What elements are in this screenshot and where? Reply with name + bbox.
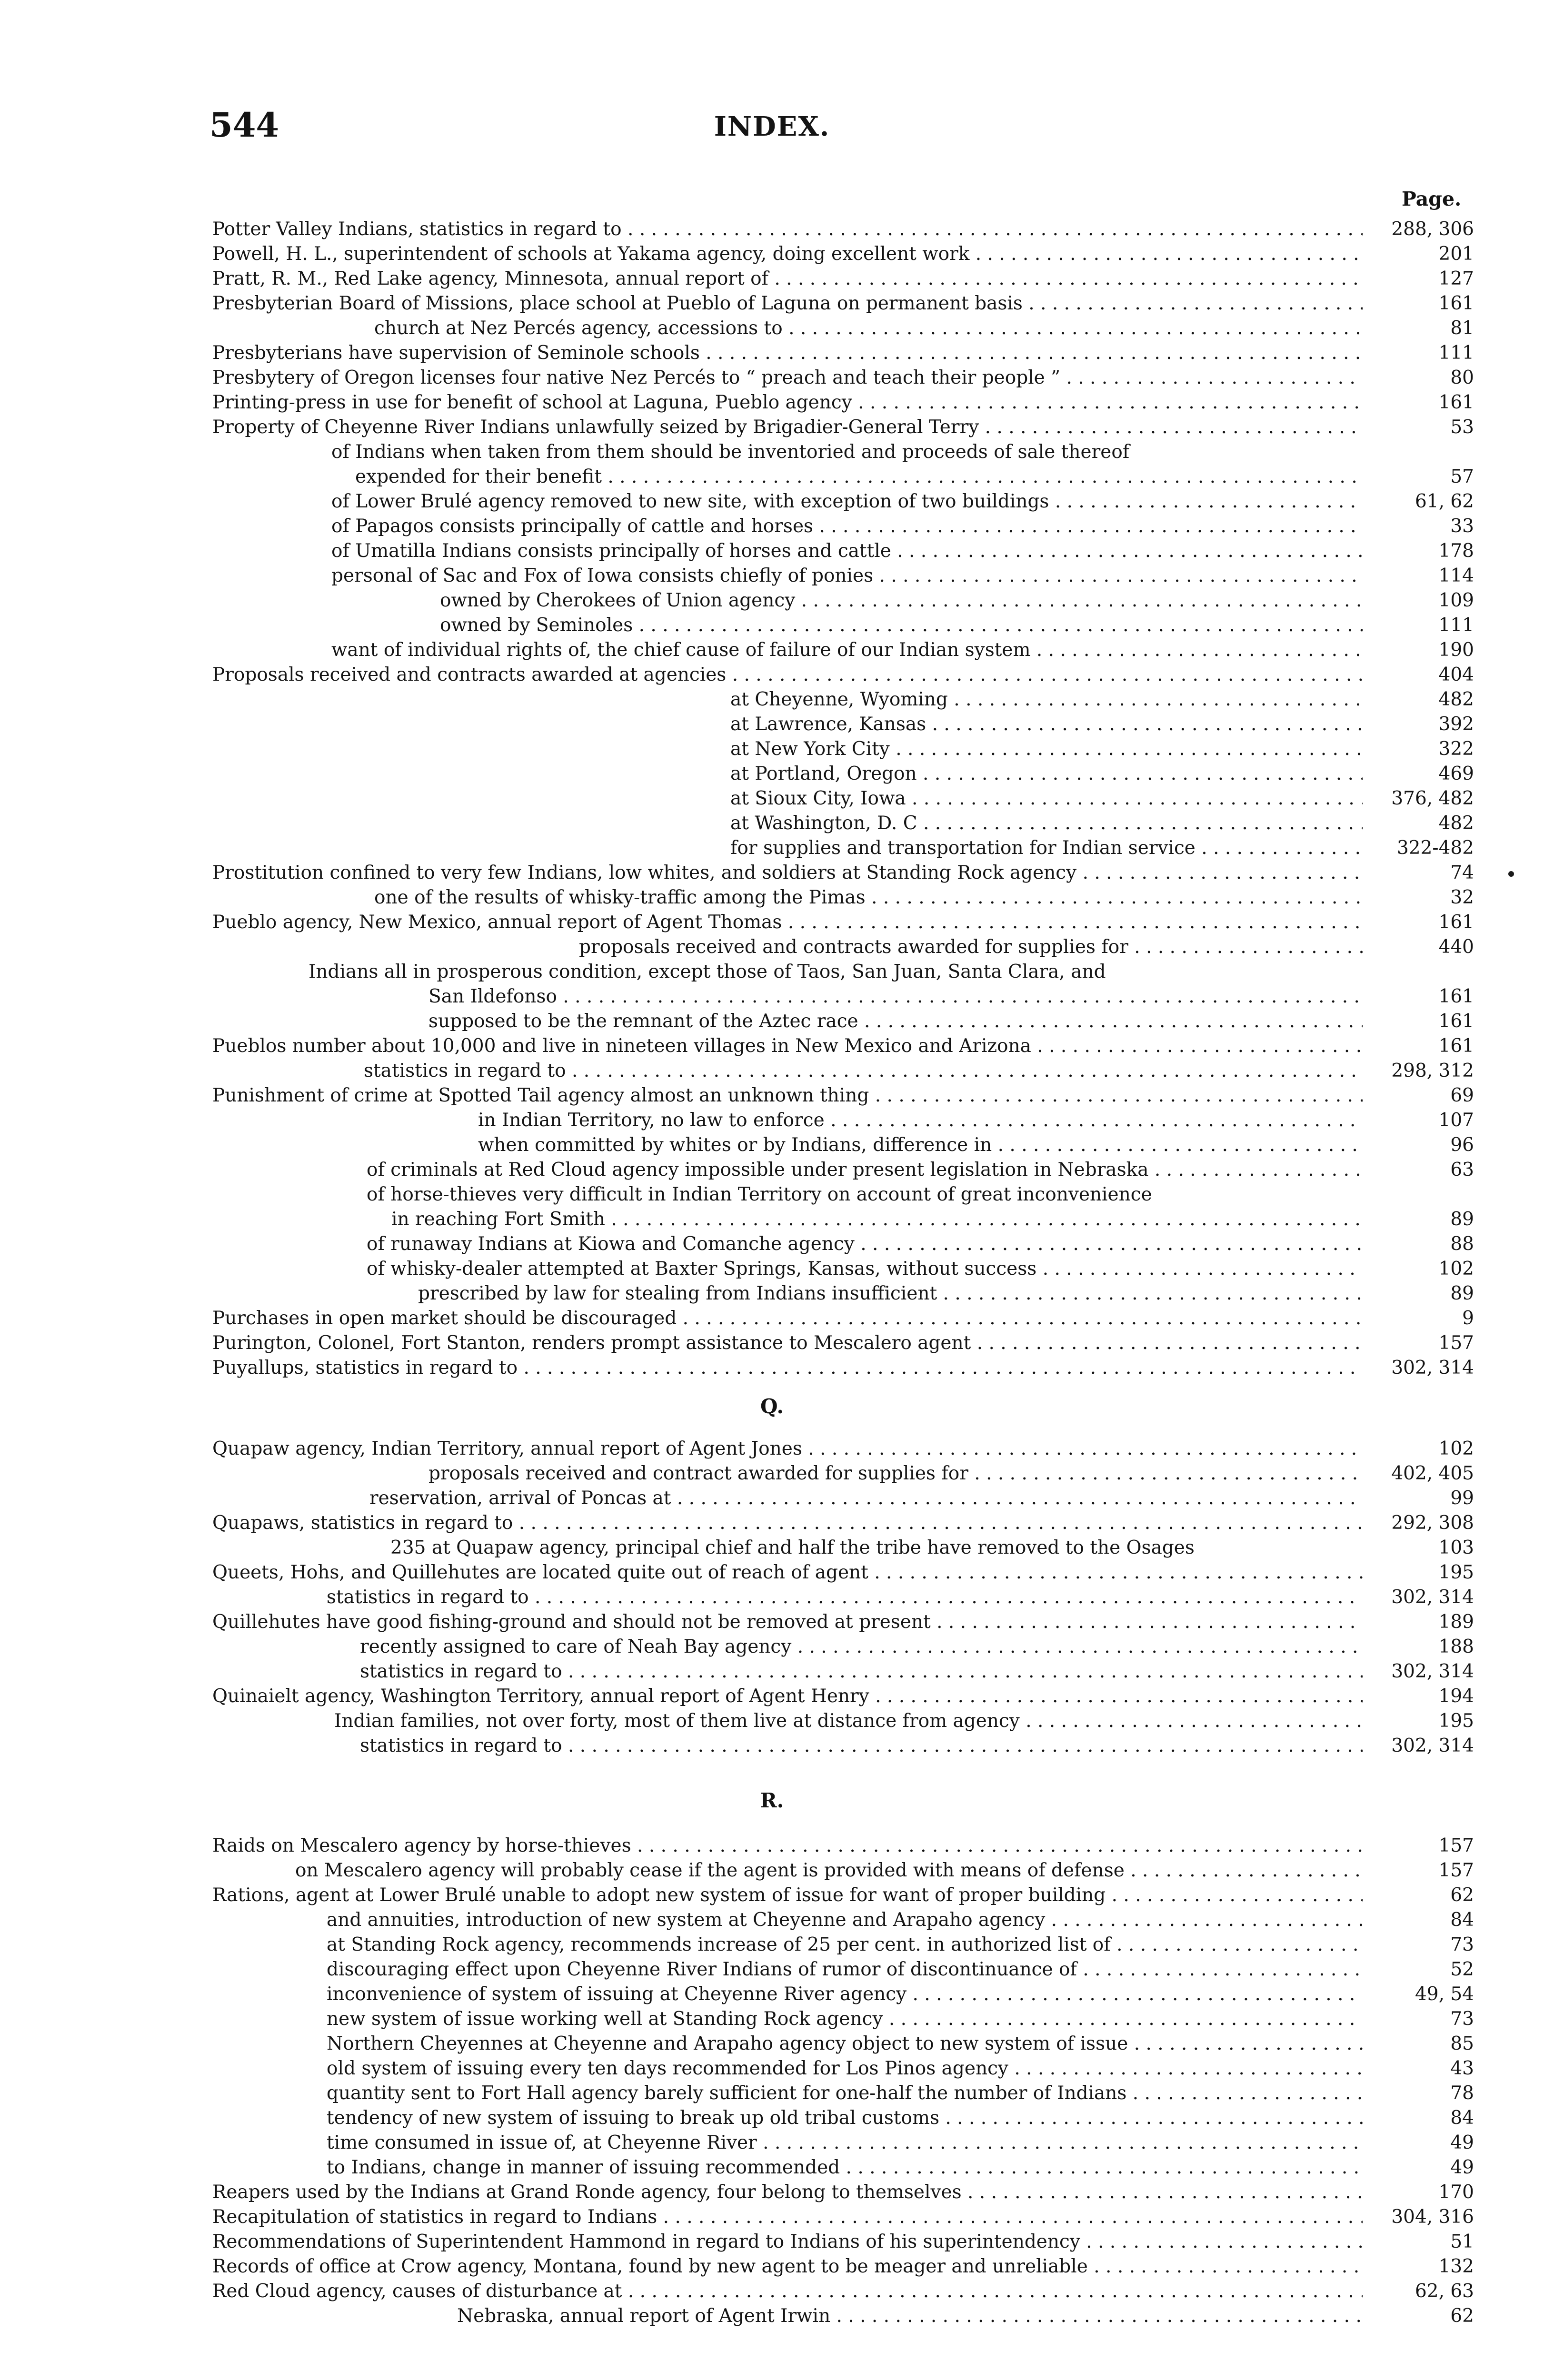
index-subentry: of Papagos consists principally of cattle and horses . . . 33 — [0, 514, 1544, 538]
index-subentry: discouraging effect upon Cheyenne River Indians of rumor of discontinuance of . . . 52 — [0, 1957, 1544, 1982]
index-entry: Pueblos number about 10,000 and live in nineteen villages in New Mexico and Arizona . . . 161 — [0, 1034, 1544, 1058]
index-entry: Pueblo agency, New Mexico, annual report of Agent Thomas . . . 161 — [0, 910, 1544, 934]
index-subentry: statistics in regard to . . . 302, 314 — [0, 1734, 1544, 1758]
index-subentry: Northern Cheyennes at Cheyenne and Arapaho agency object to new system of issue . . . 85 — [0, 2032, 1544, 2056]
index-entry: Queets, Hohs, and Quillehutes are located quite out of reach of agent . . . 195 — [0, 1560, 1544, 1585]
index-entry: Purington, Colonel, Fort Stanton, renders prompt assistance to Mescalero agent . . . 157 — [0, 1331, 1544, 1355]
index-subentry: owned by Cherokees of Union agency . . . 109 — [0, 588, 1544, 613]
page-column-label: Page. — [1402, 188, 1462, 210]
index-subentry: and annuities, introduction of new system at Cheyenne and Arapaho agency . . . 84 — [0, 1908, 1544, 1932]
index-subentry: 235 at Quapaw agency, principal chief and half the tribe have removed to the Osages 103 — [390, 1537, 1474, 1558]
index-subentry: at Portland, Oregon . . . 469 — [0, 762, 1544, 786]
index-subentry: proposals received and contracts awarded for supplies for . . . 440 — [0, 935, 1544, 959]
index-subentry: for supplies and transportation for Indian service . . . 322-482 — [0, 836, 1544, 860]
index-subentry: recently assigned to care of Neah Bay agency . . . 188 — [0, 1635, 1544, 1659]
index-subentry: want of individual rights of, the chief cause of failure of our Indian system . . . 190 — [0, 638, 1544, 662]
index-entry: Reapers used by the Indians at Grand Ronde agency, four belong to themselves . . . 170 — [0, 2180, 1544, 2204]
index-subentry: statistics in regard to . . . 302, 314 — [0, 1659, 1544, 1684]
index-subentry: at Lawrence, Kansas . . . 392 — [0, 712, 1544, 736]
index-subentry: Indian families, not over forty, most of them live at distance from agency . . . 195 — [0, 1709, 1544, 1733]
index-subentry: old system of issuing every ten days recommended for Los Pinos agency . . . 43 — [0, 2056, 1544, 2081]
index-subentry: of whisky-dealer attempted at Baxter Springs, Kansas, without success . . . 102 — [0, 1257, 1544, 1281]
index-subentry: statistics in regard to . . . 298, 312 — [0, 1059, 1544, 1083]
index-subentry: supposed to be the remnant of the Aztec race . . . 161 — [0, 1009, 1544, 1033]
section-heading-q: Q. — [760, 1395, 784, 1418]
index-entry: Purchases in open market should be discouraged . . . 9 — [0, 1306, 1544, 1330]
index-subentry: of Lower Brulé agency removed to new site, with exception of two buildings . . . 61, 62 — [0, 489, 1544, 514]
running-head-title: INDEX. — [714, 111, 830, 142]
index-subentry: Nebraska, annual report of Agent Irwin . . . 62 — [0, 2304, 1544, 2328]
index-subentry: in Indian Territory, no law to enforce . . . 107 — [0, 1108, 1544, 1132]
index-entry: Red Cloud agency, causes of disturbance at . . . 62, 63 — [0, 2279, 1544, 2303]
index-subentry: at Sioux City, Iowa . . . 376, 482 — [0, 786, 1544, 811]
index-subentry: quantity sent to Fort Hall agency barely sufficient for one-half the number of Indians . . . 78 — [0, 2081, 1544, 2105]
index-subentry: time consumed in issue of, at Cheyenne River . . . 49 — [0, 2131, 1544, 2155]
index-entry: Puyallups, statistics in regard to . . . 302, 314 — [0, 1356, 1544, 1380]
page-number: 544 — [209, 105, 279, 145]
index-subentry: reservation, arrival of Poncas at . . . 99 — [0, 1486, 1544, 1510]
index-subentry: prescribed by law for stealing from Indians insufficient . . . 89 — [0, 1281, 1544, 1306]
index-entry: Proposals received and contracts awarded at agencies . . . 404 — [0, 663, 1544, 687]
index-subentry: of runaway Indians at Kiowa and Comanche agency . . . 88 — [0, 1232, 1544, 1256]
section-heading-r: R. — [760, 1789, 784, 1812]
index-entry: Potter Valley Indians, statistics in regard to . . . 288, 306 — [0, 217, 1544, 241]
index-entry: Presbyterians have supervision of Seminole schools . . . 111 — [0, 341, 1544, 365]
index-entry: Quinaielt agency, Washington Territory, annual report of Agent Henry . . . 194 — [0, 1684, 1544, 1708]
index-entry: Quapaw agency, Indian Territory, annual report of Agent Jones . . . 102 — [0, 1437, 1544, 1461]
stray-ink-mark — [1508, 871, 1514, 877]
index-subentry: Indians all in prosperous condition, except those of Taos, San Juan, Santa Clara, and — [309, 961, 1106, 982]
index-subentry: of horse-thieves very difficult in Indian Territory on account of great inconvenience — [367, 1184, 1152, 1205]
index-subentry: inconvenience of system of issuing at Cheyenne River agency . . . 49, 54 — [0, 1982, 1544, 2006]
index-subentry: on Mescalero agency will probably cease if the agent is provided with means of defense . . . 157 — [0, 1858, 1544, 1883]
index-subentry: to Indians, change in manner of issuing recommended . . . 49 — [0, 2155, 1544, 2180]
index-entry: Raids on Mescalero agency by horse-thieves . . . 157 — [0, 1834, 1544, 1858]
index-subentry: in reaching Fort Smith . . . 89 — [0, 1207, 1544, 1231]
index-entry: Rations, agent at Lower Brulé unable to adopt new system of issue for want of proper building . . . 62 — [0, 1883, 1544, 1907]
index-entry: Quapaws, statistics in regard to . . . 292, 308 — [0, 1511, 1544, 1535]
index-subentry: expended for their benefit . . . 57 — [0, 465, 1544, 489]
index-entry: Recapitulation of statistics in regard to Indians . . . 304, 316 — [0, 2205, 1544, 2229]
index-subentry: of Umatilla Indians consists principally of horses and cattle . . . 178 — [0, 539, 1544, 563]
index-entry: Property of Cheyenne River Indians unlawfully seized by Brigadier-General Terry . . . 53 — [0, 415, 1544, 439]
index-entry: Records of office at Crow agency, Montana, found by new agent to be meager and unreliable . . . 132 — [0, 2254, 1544, 2279]
index-subentry: church at Nez Percés agency, accessions to . . . 81 — [0, 316, 1544, 340]
index-entry: Presbytery of Oregon licenses four native Nez Percés to “ preach and teach their people ” . . . 80 — [0, 366, 1544, 390]
index-subentry: new system of issue working well at Standing Rock agency . . . 73 — [0, 2007, 1544, 2031]
index-subentry: owned by Seminoles . . . 111 — [0, 613, 1544, 637]
index-entry: Powell, H. L., superintendent of schools at Yakama agency, doing excellent work . . . 201 — [0, 242, 1544, 266]
index-subentry: of criminals at Red Cloud agency impossible under present legislation in Nebraska . . . 63 — [0, 1158, 1544, 1182]
index-entry: Punishment of crime at Spotted Tail agency almost an unknown thing . . . 69 — [0, 1083, 1544, 1108]
index-subentry: at New York City . . . 322 — [0, 737, 1544, 761]
index-subentry: at Cheyenne, Wyoming . . . 482 — [0, 687, 1544, 712]
index-entry: Presbyterian Board of Missions, place school at Pueblo of Laguna on permanent basis . . . 161 — [0, 291, 1544, 316]
index-subentry: when committed by whites or by Indians, difference in . . . 96 — [0, 1133, 1544, 1157]
index-subentry: proposals received and contract awarded for supplies for . . . 402, 405 — [0, 1461, 1544, 1486]
index-subentry: at Washington, D. C . . . 482 — [0, 811, 1544, 835]
index-subentry: statistics in regard to . . . 302, 314 — [0, 1585, 1544, 1609]
index-subentry: of Indians when taken from them should be inventoried and proceeds of sale thereof — [331, 441, 1130, 463]
index-subentry: at Standing Rock agency, recommends increase of 25 per cent. in authorized list of . . . 73 — [0, 1933, 1544, 1957]
index-subentry: San Ildefonso . . . 161 — [0, 984, 1544, 1009]
index-subentry: one of the results of whisky-traffic among the Pimas . . . 32 — [0, 885, 1544, 910]
index-entry: Prostitution confined to very few Indians, low whites, and soldiers at Standing Rock agency . . . 74 — [0, 861, 1544, 885]
index-subentry: tendency of new system of issuing to break up old tribal customs . . . 84 — [0, 2106, 1544, 2130]
index-entry: Pratt, R. M., Red Lake agency, Minnesota, annual report of . . . 127 — [0, 267, 1544, 291]
index-subentry: personal of Sac and Fox of Iowa consists chiefly of ponies . . . 114 — [0, 564, 1544, 588]
index-entry: Recommendations of Superintendent Hammond in regard to Indians of his superintendency . . . 51 — [0, 2230, 1544, 2254]
index-entry: Quillehutes have good fishing-ground and should not be removed at present . . . 189 — [0, 1610, 1544, 1634]
index-entry: Printing-press in use for benefit of school at Laguna, Pueblo agency . . . 161 — [0, 390, 1544, 415]
